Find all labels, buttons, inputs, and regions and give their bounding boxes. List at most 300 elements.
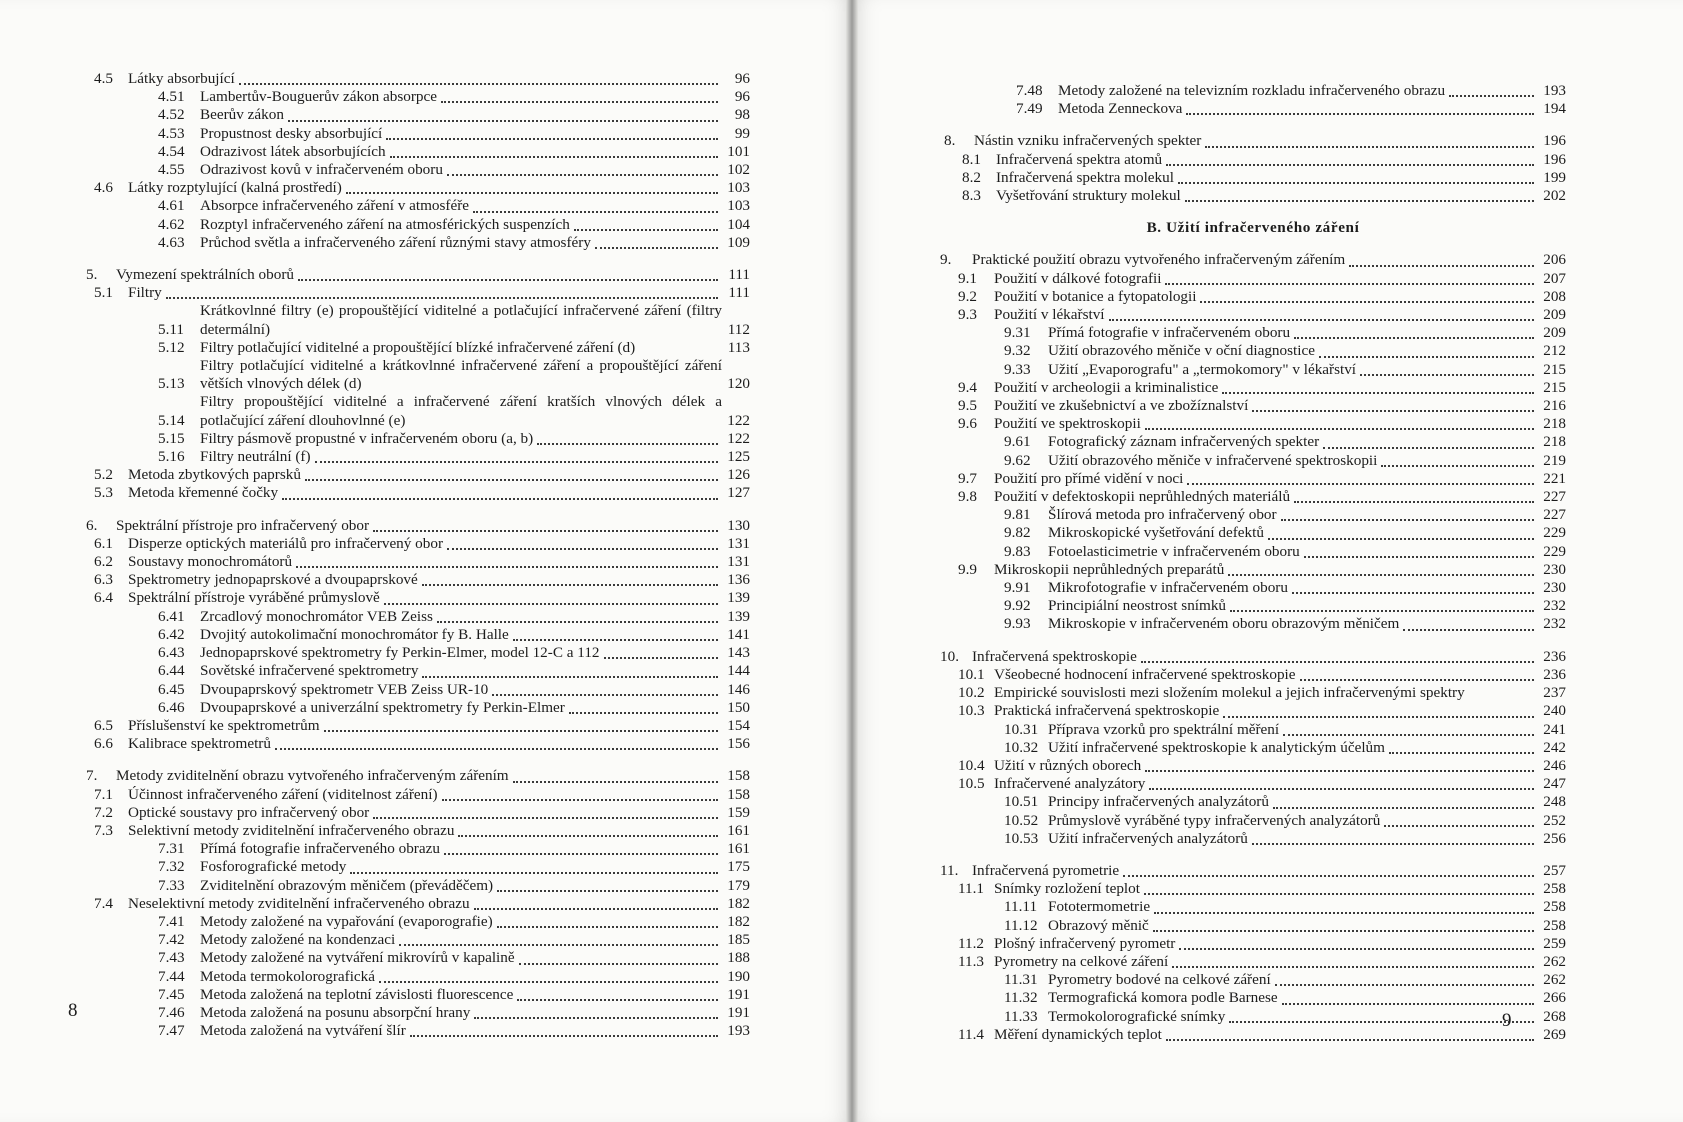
toc-entry: [940, 1026, 1566, 1044]
toc-entry: [940, 132, 1566, 150]
toc-entry-title: Selektivní metody zviditelnění infračerveného obrazu: [128, 821, 455, 839]
toc-gap: [940, 848, 1566, 862]
toc-entry-number: 7.49: [1016, 100, 1043, 118]
toc-entry: [940, 953, 1566, 971]
toc-entry-title: Praktická infračervená spektroskopie: [994, 702, 1220, 720]
toc-entry: [940, 862, 1566, 880]
toc-leader-dots: [1381, 457, 1534, 467]
toc-entry-number: 7.1: [94, 785, 113, 803]
toc-entry-title: Lambertův-Bouguerův zákon absorpce: [200, 88, 438, 106]
toc-leader-dots: [1275, 976, 1534, 986]
toc-leader-dots: [1222, 384, 1534, 394]
toc-entry-title: Jednopaprskové spektrometry fy Perkin-Elmer, model 12-C a 112: [200, 644, 600, 662]
toc-entry: [86, 70, 750, 88]
toc-entry-number: 5.3: [94, 484, 113, 502]
toc-entry-title: Pyrometry bodové na celkové záření: [1048, 971, 1271, 989]
toc-entry-title: Absorpce infračerveného záření v atmosféře: [200, 197, 470, 215]
toc-entry-number: 7.46: [158, 1003, 185, 1021]
toc-leader-dots: [437, 613, 718, 623]
toc-entry-number: 7.41: [158, 912, 185, 930]
toc-entry-title: Fotografický záznam infračervených spekter: [1048, 433, 1320, 451]
toc-entry-number: 9.91: [1004, 579, 1031, 597]
toc-entry: [86, 553, 750, 571]
toc-entry-number: 9.83: [1004, 542, 1031, 560]
toc-entry-page: 179: [727, 876, 750, 894]
toc-leader-dots: [1205, 138, 1534, 148]
toc-entry-number: 9.81: [1004, 506, 1031, 524]
toc-entry: [86, 786, 750, 804]
toc-leader-dots: [1228, 566, 1534, 576]
toc-entry-number: 8.: [944, 132, 956, 150]
toc-entry-page: 144: [727, 662, 750, 680]
toc-entry-page: 127: [727, 484, 750, 502]
toc-entry-title: Užití „Evaporografu" a „termokomory" v lékařství: [1048, 360, 1357, 378]
toc-entry-page: 230: [1543, 560, 1566, 578]
toc-entry-page: 130: [727, 516, 750, 534]
toc-entry-title: Dvoupaprskové a univerzální spektrometry fy Perkin-Elmer: [200, 698, 565, 716]
toc-entry-number: 5.2: [94, 466, 113, 484]
toc-entry-number: 4.62: [158, 215, 185, 233]
toc-entry: [86, 1004, 750, 1022]
toc-entry-title: Použití v botanice a fytopatologii: [994, 287, 1197, 305]
toc-entry-page: 194: [1543, 100, 1566, 118]
toc-entry-title: Nástin vzniku infračervených spekter: [974, 132, 1202, 150]
toc-entry-title: Obrazový měnič: [1048, 916, 1149, 934]
toc-entry-number: 9.8: [958, 488, 977, 506]
toc-entry-page: 196: [1543, 150, 1566, 168]
toc-entry-number: 10.1: [958, 665, 985, 683]
toc-entry-title: Rozptyl infračerveného záření na atmosférických suspenzích: [200, 215, 570, 233]
toc-entry-page: 258: [1543, 880, 1566, 898]
toc-entry: [86, 968, 750, 986]
toc-leader-dots: [444, 845, 718, 855]
toc-entry: [940, 830, 1566, 848]
toc-entry-number: 7.33: [158, 876, 185, 894]
toc-leader-dots: [474, 900, 718, 910]
toc-entry-number: 5.13: [158, 375, 185, 393]
toc-entry-page: 99: [734, 124, 750, 142]
toc-entry-title: Principiální neostrost snímků: [1048, 597, 1227, 615]
toc-entry-page: 218: [1543, 433, 1566, 451]
toc-leader-dots: [239, 75, 718, 85]
toc-leader-dots: [1187, 475, 1534, 485]
toc-entry-title: Užití obrazového měniče v oční diagnostice: [1048, 342, 1315, 360]
toc-leader-dots: [1294, 493, 1534, 503]
toc-entry-number: 10.31: [1004, 720, 1039, 738]
toc-entry: [940, 169, 1566, 187]
toc-entry-title: Metody zviditelnění obrazu vytvořeného infračerveným zářením: [116, 767, 509, 785]
toc-entry: [940, 397, 1566, 415]
toc-entry-page: 230: [1543, 579, 1566, 597]
toc-leader-dots: [422, 576, 718, 586]
toc-entry: [86, 931, 750, 949]
toc-leader-dots: [296, 558, 718, 568]
toc-leader-dots: [1165, 275, 1534, 285]
toc-entry: [940, 361, 1566, 379]
toc-entry-page: 131: [727, 553, 750, 571]
toc-entry-number: 4.63: [158, 233, 185, 251]
toc-entry-page: 236: [1543, 665, 1566, 683]
toc-entry-number: 11.4: [958, 1025, 985, 1043]
toc-entry-page: 98: [734, 106, 750, 124]
toc-entry-page: 104: [727, 215, 750, 233]
toc-entry: [86, 822, 750, 840]
toc-entry-number: 5.15: [158, 429, 185, 447]
toc-leader-dots: [595, 239, 718, 249]
toc-entry: [940, 187, 1566, 205]
toc-entry-number: 4.55: [158, 161, 185, 179]
toc-entry: [940, 506, 1566, 524]
toc-entry-page: 269: [1543, 1025, 1566, 1043]
toc-entry-title: Pyrometry na celkové záření: [994, 952, 1169, 970]
toc-entry-title: Příslušenství ke spektrometrům: [128, 716, 320, 734]
toc-entry: [940, 415, 1566, 433]
toc-entry-title: Průmyslově vyráběné typy infračervených analyzátorů: [1048, 811, 1381, 829]
toc-entry-title: Principy infračervených analyzátorů: [1048, 793, 1269, 811]
toc-entry-number: 9.93: [1004, 615, 1031, 633]
toc-entry-title: Metoda termokolorografická: [200, 967, 376, 985]
toc-leader-dots: [410, 1027, 718, 1037]
toc-entry-number: 8.1: [962, 150, 981, 168]
toc-entry-title: Metoda zbytkových paprsků: [128, 466, 301, 484]
toc-entry-number: 10.51: [1004, 793, 1039, 811]
toc-entry-title: Metody založené na vypařování (evaporografie): [200, 912, 493, 930]
toc-gap: [86, 252, 750, 266]
toc-leader-dots: [1186, 105, 1534, 115]
toc-entry-page: 143: [727, 644, 750, 662]
toc-entry-page: 161: [727, 840, 750, 858]
toc-entry-number: 11.12: [1004, 916, 1038, 934]
toc-entry: [86, 143, 750, 161]
toc-gap: [940, 634, 1566, 648]
toc-entry: [86, 302, 750, 338]
toc-entry: [940, 342, 1566, 360]
toc-entry-page: 257: [1543, 861, 1566, 879]
toc-entry-page: 161: [727, 821, 750, 839]
toc-entry-page: 188: [727, 949, 750, 967]
toc-entry-page: 125: [727, 448, 750, 466]
toc-leader-dots: [373, 809, 718, 819]
toc-entry-title: Fosforografické metody: [200, 858, 347, 876]
toc-entry-page: 175: [727, 858, 750, 876]
toc-entry-page: 219: [1543, 451, 1566, 469]
toc-entry: [86, 767, 750, 785]
toc-entry: [940, 270, 1566, 288]
toc-entry-number: 6.1: [94, 534, 113, 552]
toc-leader-dots: [1349, 257, 1534, 267]
toc-leader-dots: [275, 740, 718, 750]
toc-leader-dots: [1200, 293, 1534, 303]
toc-entry: [940, 82, 1566, 100]
toc-entry-title: Metody založené na vytváření mikrovírů v kapalině: [200, 949, 515, 967]
toc-entry-title: Užití obrazového měniče v infračervené spektroskopii: [1048, 451, 1378, 469]
toc-entry: [86, 216, 750, 234]
toc-entry-page: 139: [727, 607, 750, 625]
toc-gap: [940, 118, 1566, 132]
toc-entry-number: 11.32: [1004, 989, 1038, 1007]
toc-entry-title: Infračervená spektroskopie: [972, 647, 1137, 665]
toc-entry-title: Metoda Zenneckova: [1058, 100, 1183, 118]
toc-entry: [940, 433, 1566, 451]
toc-entry-title: Infračervená pyrometrie: [972, 861, 1120, 879]
toc-entry: [940, 935, 1566, 953]
toc-entry-title: Empirické souvislosti mezi složením molekul a jejich infračervenými spektry: [994, 684, 1465, 702]
toc-entry-number: 6.41: [158, 607, 185, 625]
toc-entry: [940, 470, 1566, 488]
toc-entry-number: 10.4: [958, 756, 985, 774]
toc-entry-title: Vymezení spektrálních oborů: [116, 266, 294, 284]
toc-entry-number: 9.2: [958, 287, 977, 305]
toc-entry-number: 5.16: [158, 448, 185, 466]
toc-entry: [86, 913, 750, 931]
toc-entry-title: Průchod světla a infračerveného záření různými stavy atmosféry: [200, 233, 591, 251]
toc-leader-dots: [1323, 439, 1534, 449]
left-toc-list: [86, 70, 750, 1040]
toc-leader-dots: [441, 93, 718, 103]
toc-entry-page: 229: [1543, 542, 1566, 560]
toc-entry-page: 122: [727, 411, 750, 429]
toc-entry-title: Optické soustavy pro infračervený obor: [128, 803, 370, 821]
toc-entry-title: Propustnost desky absorbující: [200, 124, 383, 142]
toc-entry-page: 182: [727, 912, 750, 930]
toc-entry: [86, 161, 750, 179]
toc-entry-page: 232: [1543, 597, 1566, 615]
toc-entry-number: 6.2: [94, 553, 113, 571]
toc-entry-page: 150: [727, 698, 750, 716]
toc-leader-dots: [492, 686, 718, 696]
toc-leader-dots: [384, 595, 718, 605]
toc-entry-title: Dvoupaprskový spektrometr VEB Zeiss UR-10: [200, 680, 489, 698]
toc-entry: [86, 662, 750, 680]
toc-entry-number: 9.31: [1004, 324, 1031, 342]
toc-entry-page: 266: [1543, 989, 1566, 1007]
toc-entry-number: 7.: [86, 767, 98, 785]
toc-entry-page: 248: [1543, 793, 1566, 811]
toc-entry-title: Přímá fotografie v infračerveném oboru: [1048, 324, 1291, 342]
toc-leader-dots: [399, 936, 718, 946]
toc-gap: [86, 753, 750, 767]
toc-entry-page: 159: [727, 803, 750, 821]
toc-entry-number: 4.51: [158, 88, 185, 106]
toc-leader-dots: [1300, 671, 1534, 681]
toc-entry: [940, 100, 1566, 118]
toc-entry-page: 103: [727, 179, 750, 197]
toc-leader-dots: [315, 453, 718, 463]
toc-entry-title: Soustavy monochromátorů: [128, 553, 293, 571]
toc-entry: [86, 626, 750, 644]
toc-entry-number: 6.5: [94, 716, 113, 734]
toc-leader-dots: [517, 991, 718, 1001]
toc-entry: [86, 986, 750, 1004]
toc-entry-title: Spektrální přístroje vyráběné průmyslově: [128, 589, 380, 607]
toc-entry-page: 139: [727, 589, 750, 607]
toc-leader-dots: [1145, 762, 1534, 772]
toc-entry: [940, 989, 1566, 1007]
toc-entry-title: Užití infračervené spektroskopie k analytickým účelům: [1048, 738, 1385, 756]
toc-entry-number: 11.1: [958, 880, 985, 898]
toc-entry-page: 236: [1543, 647, 1566, 665]
toc-entry-page: 102: [727, 161, 750, 179]
toc-entry: [940, 561, 1566, 579]
toc-entry-number: 6.44: [158, 662, 185, 680]
toc-leader-dots: [1403, 621, 1534, 631]
toc-entry-page: 126: [727, 466, 750, 484]
toc-entry: [86, 266, 750, 284]
toc-entry: [940, 324, 1566, 342]
toc-entry: [86, 357, 750, 393]
toc-entry-number: 9.3: [958, 306, 977, 324]
toc-leader-dots: [604, 649, 718, 659]
toc-entry-page: 207: [1543, 269, 1566, 287]
toc-entry-title: Krátkovlnné filtry (e) propouštějící viditelné a potlačující infračervené záření (filtry determální): [200, 302, 722, 338]
toc-entry-page: 122: [727, 429, 750, 447]
toc-leader-dots: [569, 704, 718, 714]
toc-entry-number: 7.48: [1016, 82, 1043, 99]
toc-entry: [86, 535, 750, 553]
toc-leader-dots: [473, 203, 718, 213]
toc-entry: [940, 812, 1566, 830]
toc-entry-page: 182: [727, 894, 750, 912]
toc-entry-number: 6.6: [94, 735, 113, 753]
toc-leader-dots: [519, 955, 718, 965]
toc-entry: [940, 543, 1566, 561]
toc-entry-number: 4.53: [158, 124, 185, 142]
toc-leader-dots: [1154, 904, 1534, 914]
toc-entry-title: Filtry potlačující viditelné a propouštějící blízké infračervené záření (d): [200, 338, 636, 356]
toc-entry-title: Fototermometrie: [1048, 898, 1151, 916]
toc-entry-title: Plošný infračervený pyrometr: [994, 934, 1176, 952]
toc-entry-page: 109: [727, 233, 750, 251]
toc-entry: [940, 251, 1566, 269]
toc-entry-number: 9.: [940, 251, 952, 269]
toc-leader-dots: [458, 827, 718, 837]
toc-entry-page: 240: [1543, 702, 1566, 720]
toc-entry: [86, 735, 750, 753]
toc-leader-dots: [1166, 1031, 1534, 1041]
toc-leader-dots: [1179, 940, 1534, 950]
toc-entry-number: 9.5: [958, 397, 977, 415]
toc-entry-number: 4.54: [158, 142, 185, 160]
toc-entry-page: 156: [727, 735, 750, 753]
toc-entry: [940, 488, 1566, 506]
toc-entry: [940, 880, 1566, 898]
toc-entry-number: 7.32: [158, 858, 185, 876]
toc-entry-page: 103: [727, 197, 750, 215]
toc-entry-title: Použití v archeologii a kriminalistice: [994, 378, 1219, 396]
toc-entry-page: 193: [1543, 82, 1566, 99]
section-heading: B. Užití infračerveného záření: [1146, 219, 1360, 237]
toc-entry: [86, 571, 750, 589]
left-page-number: 8: [68, 1000, 78, 1021]
toc-gap: [86, 503, 750, 517]
toc-entry: [940, 452, 1566, 470]
toc-leader-dots: [1141, 653, 1534, 663]
toc-entry: [940, 288, 1566, 306]
toc-entry-page: 242: [1543, 738, 1566, 756]
toc-entry-page: 202: [1543, 187, 1566, 205]
toc-entry: [940, 971, 1566, 989]
toc-entry-page: 101: [727, 142, 750, 160]
toc-entry: [940, 757, 1566, 775]
toc-entry-page: 258: [1543, 916, 1566, 934]
toc-leader-dots: [1273, 799, 1534, 809]
toc-entry-number: 9.61: [1004, 433, 1031, 451]
toc-leader-dots: [1145, 420, 1534, 430]
toc-entry-number: 4.61: [158, 197, 185, 215]
toc-entry-number: 6.: [86, 516, 98, 534]
toc-entry-page: 206: [1543, 251, 1566, 269]
toc-leader-dots: [1153, 922, 1534, 932]
toc-entry-title: Neselektivní metody zviditelnění infračerveného obrazu: [128, 894, 470, 912]
toc-entry: [940, 684, 1566, 702]
toc-entry-title: Infračervené analyzátory: [994, 775, 1146, 793]
toc-leader-dots: [390, 148, 718, 158]
toc-entry-title: Užití infračervených analyzátorů: [1048, 829, 1248, 847]
toc-entry-number: 5.14: [158, 411, 185, 429]
toc-leader-dots: [1304, 548, 1534, 558]
toc-leader-dots: [1294, 329, 1534, 339]
toc-entry-number: 9.1: [958, 269, 977, 287]
toc-leader-dots: [305, 471, 718, 481]
toc-entry-number: 11.11: [1004, 898, 1038, 916]
toc-leader-dots: [298, 271, 718, 281]
toc-leader-dots: [373, 522, 718, 532]
toc-entry-number: 11.33: [1004, 1007, 1038, 1025]
toc-entry-number: 10.32: [1004, 738, 1039, 756]
toc-leader-dots: [1109, 311, 1534, 321]
toc-entry: [86, 681, 750, 699]
toc-entry-page: 258: [1543, 898, 1566, 916]
toc-entry-title: Použití v defektoskopii neprůhledných materiálů: [994, 488, 1291, 506]
toc-leader-dots: [497, 918, 718, 928]
toc-entry-title: Filtry potlačující viditelné a krátkovlnné infračervené záření a propouštějící záření větších vlnových délek (d): [200, 357, 722, 393]
toc-entry-number: 10.: [940, 647, 959, 665]
toc-entry-page: 190: [727, 967, 750, 985]
toc-entry: [86, 284, 750, 302]
toc-leader-dots: [350, 864, 718, 874]
toc-entry-page: 252: [1543, 811, 1566, 829]
book-gutter: [846, 0, 858, 1122]
toc-entry-number: 7.3: [94, 821, 113, 839]
toc-leader-dots: [379, 973, 718, 983]
toc-entry-title: Přímá fotografie infračerveného obrazu: [200, 840, 440, 858]
toc-entry: [86, 840, 750, 858]
toc-entry: [86, 858, 750, 876]
toc-entry-number: 4.6: [94, 179, 113, 197]
toc-entry-number: 11.3: [958, 952, 985, 970]
toc-entry: [940, 524, 1566, 542]
toc-entry-title: Látky absorbující: [128, 70, 235, 87]
toc-entry-page: 246: [1543, 756, 1566, 774]
toc-entry-page: 111: [728, 284, 750, 302]
toc-entry-number: 4.52: [158, 106, 185, 124]
toc-entry-title: Měření dynamických teplot: [994, 1025, 1162, 1043]
toc-entry: [940, 615, 1566, 633]
toc-entry: [86, 125, 750, 143]
toc-leader-dots: [1166, 156, 1534, 166]
toc-entry-page: 216: [1543, 397, 1566, 415]
toc-entry: [86, 484, 750, 502]
toc-entry-page: 247: [1543, 775, 1566, 793]
toc-entry: [940, 721, 1566, 739]
toc-entry-page: 259: [1543, 934, 1566, 952]
right-toc-top-list: [940, 82, 1566, 205]
toc-leader-dots: [1360, 366, 1534, 376]
toc-entry-page: 199: [1543, 168, 1566, 186]
toc-entry-number: 10.5: [958, 775, 985, 793]
toc-entry: [86, 804, 750, 822]
toc-entry-title: Odrazivost kovů v infračerveném oboru: [200, 161, 443, 179]
